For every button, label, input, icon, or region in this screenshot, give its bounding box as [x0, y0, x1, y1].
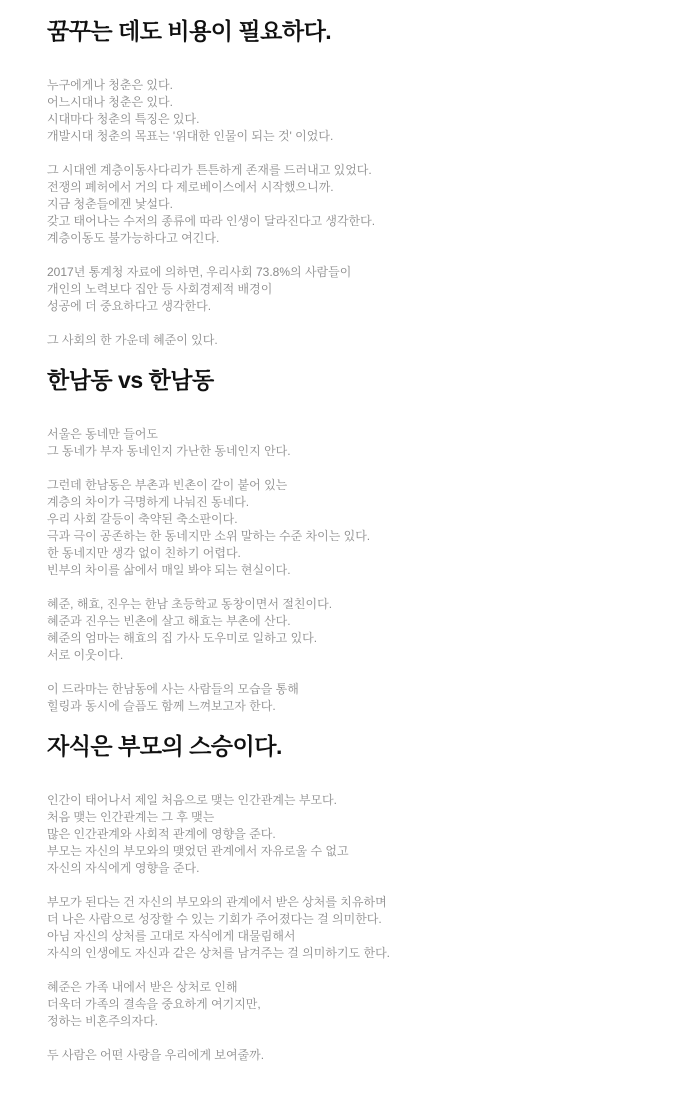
paragraph	[47, 979, 660, 1030]
paragraph	[47, 681, 660, 715]
section-heading: 한남동 vs 한남동	[47, 367, 214, 393]
text-line: 부모는 자신의 부모와의 맺었던 관계에서 자유로울 수 없고	[47, 844, 349, 858]
text-line: 혜준은 가족 내에서 받은 상처로 인해	[47, 980, 238, 994]
text-line: 서로 이웃이다.	[47, 648, 124, 662]
paragraph	[47, 792, 660, 877]
paragraph	[47, 426, 660, 460]
paragraph	[47, 77, 660, 145]
text-line: 자식의 인생에도 자신과 같은 상처를 남겨주는 걸 의미하기도 한다.	[47, 946, 390, 960]
text-line: 성공에 더 중요하다고 생각한다.	[47, 299, 212, 313]
text-line: 지금 청춘들에겐 낯설다.	[47, 197, 173, 211]
text-line: 전쟁의 폐허에서 거의 다 제로베이스에서 시작했으니까.	[47, 180, 334, 194]
text-line: 계층의 차이가 극명하게 나눠진 동네다.	[47, 495, 250, 509]
text-line: 혜준, 해효, 진우는 한남 초등학교 동창이면서 절친이다.	[47, 597, 333, 611]
section	[47, 18, 660, 349]
text-line: 빈부의 차이를 삶에서 매일 봐야 되는 현실이다.	[47, 563, 291, 577]
text-line: 2017년 통계청 자료에 의하면, 우리사회 73.8%의 사람들이	[47, 265, 352, 279]
paragraph	[47, 1047, 660, 1064]
section-heading: 꿈꾸는 데도 비용이 필요하다.	[47, 18, 332, 44]
paragraph	[47, 596, 660, 664]
paragraph	[47, 332, 660, 349]
text-line: 갖고 태어나는 수저의 종류에 따라 인생이 달라진다고 생각한다.	[47, 214, 376, 228]
text-line: 그 시대엔 계층이동사다리가 튼튼하게 존재를 드러내고 있었다.	[47, 163, 372, 177]
paragraph	[47, 477, 660, 579]
text-line: 누구에게나 청춘은 있다.	[47, 78, 173, 92]
section	[47, 733, 660, 1064]
text-line: 자신의 자식에게 영향을 준다.	[47, 861, 200, 875]
text-line: 두 사람은 어떤 사랑을 우리에게 보여줄까.	[47, 1048, 265, 1062]
text-line: 많은 인간관계와 사회적 관계에 영향을 준다.	[47, 827, 276, 841]
paragraph	[47, 264, 660, 315]
text-line: 혜준의 엄마는 해효의 집 가사 도우미로 일하고 있다.	[47, 631, 318, 645]
text-line: 혜준과 진우는 빈촌에 살고 해효는 부촌에 산다.	[47, 614, 291, 628]
text-line: 한 동네지만 생각 없이 친하기 어렵다.	[47, 546, 241, 560]
text-line: 개발시대 청춘의 목표는 '위대한 인물이 되는 것' 이었다.	[47, 129, 334, 143]
text-line: 정하는 비혼주의자다.	[47, 1014, 158, 1028]
text-line: 그 사회의 한 가운데 혜준이 있다.	[47, 333, 218, 347]
text-line: 개인의 노력보다 집안 등 사회경제적 배경이	[47, 282, 273, 296]
text-line: 더 나은 사람으로 성장할 수 있는 기회가 주어졌다는 걸 의미한다.	[47, 912, 382, 926]
section	[47, 367, 660, 715]
paragraph	[47, 894, 660, 962]
text-line: 이 드라마는 한남동에 사는 사람들의 모습을 통해	[47, 682, 299, 696]
text-line: 시대마다 청춘의 특징은 있다.	[47, 112, 200, 126]
text-line: 극과 극이 공존하는 한 동네지만 소위 말하는 수준 차이는 있다.	[47, 529, 371, 543]
text-line: 서울은 동네만 들어도	[47, 427, 158, 441]
text-line: 인간이 태어나서 제일 처음으로 맺는 인간관계는 부모다.	[47, 793, 337, 807]
text-line: 우리 사회 갈등이 축약된 축소판이다.	[47, 512, 238, 526]
text-line: 어느시대나 청춘은 있다.	[47, 95, 173, 109]
text-line: 더욱더 가족의 결속을 중요하게 여기지만,	[47, 997, 261, 1011]
paragraph	[47, 162, 660, 247]
section-heading: 자식은 부모의 스승이다.	[47, 733, 282, 759]
text-line: 그 동네가 부자 동네인지 가난한 동네인지 안다.	[47, 444, 291, 458]
text-line: 처음 맺는 인간관계는 그 후 맺는	[47, 810, 215, 824]
sections-container	[47, 18, 660, 1064]
text-line: 계층이동도 불가능하다고 여긴다.	[47, 231, 220, 245]
text-line: 그런데 한남동은 부촌과 빈촌이 같이 붙어 있는	[47, 478, 288, 492]
text-line: 힐링과 동시에 슬픔도 함께 느껴보고자 한다.	[47, 699, 276, 713]
text-line: 아님 자신의 상처를 고대로 자식에게 대물림해서	[47, 929, 296, 943]
text-line: 부모가 된다는 건 자신의 부모와의 관계에서 받은 상처를 치유하며	[47, 895, 387, 909]
